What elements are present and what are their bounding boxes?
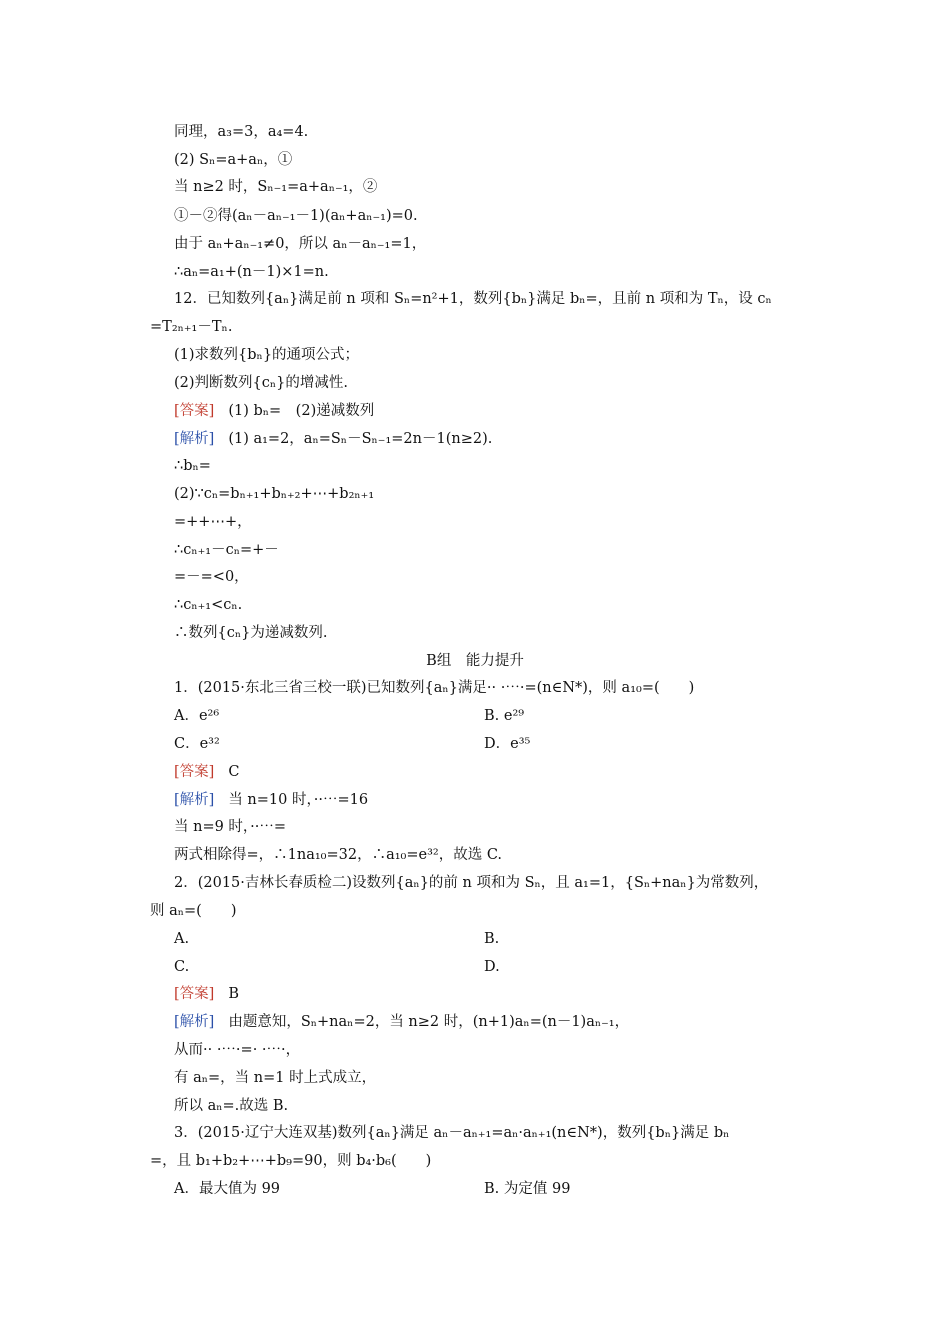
section-heading: B组 能力提升 <box>426 653 524 669</box>
question-2: 2．(2015·吉林长春质检二)设数列{aₙ}的前 n 项和为 Sₙ，且 a₁=1，{Sₙ+naₙ}为常数列， <box>174 875 769 891</box>
answer-text: B <box>228 986 239 1002</box>
text-line: (1)求数列{bₙ}的通项公式； <box>174 347 360 363</box>
analysis-tag: [解析] <box>174 431 215 447</box>
answer-line <box>174 762 239 782</box>
text-line: =T₂ₙ₊₁－Tₙ. <box>150 319 233 335</box>
answer-tag: [答案] <box>174 986 215 1002</box>
option-c: C. <box>174 959 190 975</box>
text-line: 两式相除得=，∴1na₁₀=32，∴a₁₀=e³²，故选 C. <box>174 847 503 863</box>
text-line: 由于 aₙ+aₙ₋₁≠0，所以 aₙ－aₙ₋₁=1， <box>174 236 427 252</box>
question-3: 3．(2015·辽宁大连双基)数列{aₙ}满足 aₙ－aₙ₊₁=aₙ·aₙ₊₁(n∈N*)，数列{bₙ}满足 bₙ <box>174 1125 730 1141</box>
text-line: 有 aₙ=，当 n=1 时上式成立， <box>174 1070 377 1086</box>
text-line: ①－②得(aₙ－aₙ₋₁－1)(aₙ+aₙ₋₁)=0. <box>174 208 418 224</box>
answer-tag: [答案] <box>174 764 215 780</box>
answer-text: (1) bₙ= (2)递减数列 <box>228 403 375 419</box>
analysis-text: (1) a₁=2，aₙ=Sₙ－Sₙ₋₁=2n－1(n≥2). <box>228 431 493 447</box>
answer-tag: [答案] <box>174 403 215 419</box>
answer-line <box>174 984 239 1004</box>
option-a: A．e²⁶ <box>174 708 220 724</box>
analysis-tag: [解析] <box>174 1014 215 1030</box>
text-line: ∴数列{cₙ}为递减数列. <box>174 625 328 641</box>
analysis-line <box>174 429 492 449</box>
text-line: 当 n≥2 时，Sₙ₋₁=a+aₙ₋₁，② <box>174 179 378 195</box>
option-a: A. <box>174 931 190 947</box>
analysis-tag: [解析] <box>174 792 215 808</box>
option-d: D. <box>484 959 500 975</box>
option-d: D．e³⁵ <box>484 736 531 752</box>
text-line: =++⋯+， <box>174 514 252 530</box>
text-line: =－=<0， <box>174 569 249 585</box>
analysis-line <box>174 790 368 810</box>
question-12: 12．已知数列{aₙ}满足前 n 项和 Sₙ=n²+1，数列{bₙ}满足 bₙ=，且前 n 项和为 Tₙ，设 cₙ <box>174 291 772 307</box>
text-line: (2)∵cₙ=bₙ₊₁+bₙ₊₂+⋯+b₂ₙ₊₁ <box>174 486 375 502</box>
question-1: 1．(2015·东北三省三校一联)已知数列{aₙ}满足·· ·⋯·=(n∈N*)，则 a₁₀=( ) <box>174 680 695 696</box>
option-c: C．e³² <box>174 736 220 752</box>
answer-text: C <box>228 764 240 780</box>
option-b: B. 为定值 99 <box>484 1181 571 1197</box>
analysis-line <box>174 1012 629 1032</box>
text-line: =，且 b₁+b₂+⋯+b₉=90，则 b₄·b₆( ) <box>150 1153 432 1169</box>
text-line: 则 aₙ=( ) <box>150 903 237 919</box>
text-line: 所以 aₙ=.故选 B. <box>174 1098 289 1114</box>
text-line: (2)判断数列{cₙ}的增减性. <box>174 375 348 391</box>
text-line: (2) Sₙ=a+aₙ，① <box>174 152 293 168</box>
text-line: ∴cₙ₊₁<cₙ. <box>174 597 243 613</box>
option-b: B. <box>484 931 500 947</box>
text-line: 当 n=9 时，··⋯= <box>174 819 287 835</box>
text-line: ∴aₙ=a₁+(n－1)×1=n. <box>174 264 329 280</box>
option-a: A．最大值为 99 <box>174 1181 281 1197</box>
text-line: 同理，a₃=3，a₄=4. <box>174 124 309 140</box>
text-line: ∴cₙ₊₁－cₙ=+－ <box>174 542 279 558</box>
answer-line <box>174 401 374 421</box>
text-line: ∴bₙ= <box>174 458 211 474</box>
text-line: 从而·· ·⋯·=· ·⋯·， <box>174 1042 301 1058</box>
option-b: B. e²⁹ <box>484 708 525 724</box>
analysis-text: 由题意知，Sₙ+naₙ=2，当 n≥2 时，(n+1)aₙ=(n－1)aₙ₋₁， <box>228 1014 630 1030</box>
analysis-text: 当 n=10 时，··⋯=16 <box>228 792 369 808</box>
